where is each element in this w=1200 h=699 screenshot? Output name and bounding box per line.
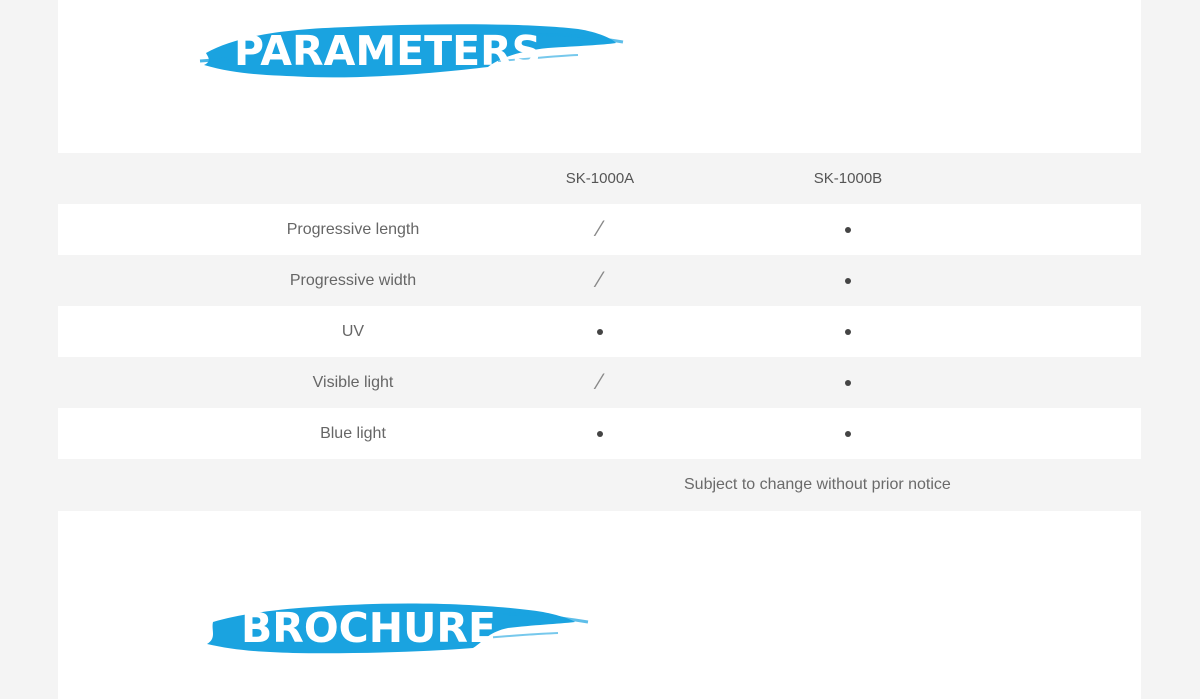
row-label: Blue light xyxy=(320,425,386,442)
cell-sk-1000b xyxy=(788,255,908,306)
row-label: Visible light xyxy=(312,374,394,391)
table-header-row xyxy=(58,153,1141,204)
header-label-column xyxy=(233,153,473,204)
cell-sk-1000b xyxy=(788,204,908,255)
cell-sk-1000a xyxy=(540,357,660,408)
parameters-banner xyxy=(198,15,628,85)
parameters-table xyxy=(58,153,1141,459)
footnote-text: Subject to change without prior notice xyxy=(684,476,951,493)
row-label: Progressive width xyxy=(289,272,417,289)
table-row xyxy=(58,255,1141,306)
cell-sk-1000b xyxy=(788,408,908,459)
table-row xyxy=(58,204,1141,255)
dot-icon xyxy=(845,329,851,335)
dot-icon xyxy=(845,380,851,386)
slash-icon: ⁄ xyxy=(598,267,602,292)
dot-icon xyxy=(597,329,603,335)
footnote xyxy=(58,459,1141,511)
cell-sk-1000b xyxy=(788,306,908,357)
table-row xyxy=(58,408,1141,459)
slash-icon: ⁄ xyxy=(598,369,602,394)
table-row xyxy=(58,306,1141,357)
dot-icon xyxy=(845,431,851,437)
parameters-title: PARAMETERS xyxy=(234,27,542,75)
cell-sk-1000a xyxy=(540,306,660,357)
cell-sk-1000b xyxy=(788,357,908,408)
dot-icon xyxy=(597,431,603,437)
cell-sk-1000a xyxy=(540,204,660,255)
cell-sk-1000a xyxy=(540,255,660,306)
header-sk-1000b: SK-1000B xyxy=(813,170,883,187)
dot-icon xyxy=(845,227,851,233)
brochure-banner xyxy=(203,592,593,662)
table-row xyxy=(58,357,1141,408)
slash-icon: ⁄ xyxy=(598,216,602,241)
dot-icon xyxy=(845,278,851,284)
row-label: Progressive length xyxy=(286,221,420,238)
header-sk-1000a: SK-1000A xyxy=(565,170,635,187)
cell-sk-1000a xyxy=(540,408,660,459)
row-label: UV xyxy=(341,323,365,340)
brochure-title: BROCHURE xyxy=(241,604,496,652)
